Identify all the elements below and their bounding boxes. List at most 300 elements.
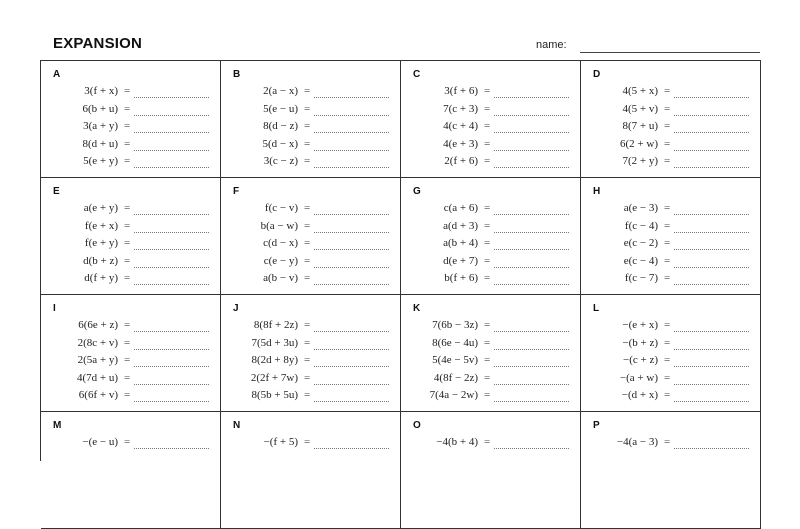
problem-row <box>401 254 580 272</box>
problem-row <box>221 254 400 272</box>
problem-row <box>401 336 580 354</box>
equals-sign: = <box>484 137 491 150</box>
equals-sign: = <box>124 137 131 150</box>
equals-sign: = <box>484 102 491 115</box>
equals-sign: = <box>304 319 311 331</box>
problem-row <box>401 318 580 336</box>
problem-row <box>221 388 400 406</box>
section-e <box>41 178 221 295</box>
expression: −(e + x) <box>622 319 658 331</box>
answer-blank[interactable] <box>674 97 749 98</box>
section-label: E <box>53 186 60 197</box>
problem-row <box>581 271 760 289</box>
expression: 5(e + y) <box>83 155 118 167</box>
section-label: I <box>53 303 56 314</box>
expression: −4(b + 4) <box>436 436 478 448</box>
equals-sign: = <box>484 237 491 249</box>
equals-sign: = <box>304 389 311 401</box>
answer-blank[interactable] <box>314 150 389 151</box>
answer-blank[interactable] <box>314 331 389 332</box>
problem-row <box>221 236 400 254</box>
exercise-grid <box>40 60 761 461</box>
problem-row <box>41 388 220 406</box>
expression: 6(2 + w) <box>620 137 658 150</box>
problem-list <box>221 318 400 406</box>
problem-row <box>41 318 220 336</box>
answer-blank[interactable] <box>674 167 749 168</box>
section-o <box>401 412 581 529</box>
equals-sign: = <box>304 254 311 267</box>
equals-sign: = <box>304 237 311 249</box>
problem-row <box>221 336 400 354</box>
equals-sign: = <box>664 436 671 448</box>
equals-sign: = <box>484 371 491 384</box>
problem-row <box>221 318 400 336</box>
equals-sign: = <box>304 202 311 214</box>
answer-blank[interactable] <box>314 97 389 98</box>
problem-row <box>221 271 400 289</box>
section-label: G <box>413 186 421 197</box>
section-label: M <box>53 420 62 431</box>
expression: 7(6b − 3z) <box>432 319 478 331</box>
equals-sign: = <box>484 120 491 132</box>
answer-blank[interactable] <box>494 232 569 233</box>
expression: 5(4e − 5v) <box>432 354 478 366</box>
problem-row <box>581 336 760 354</box>
equals-sign: = <box>664 102 671 115</box>
answer-blank[interactable] <box>674 448 749 449</box>
problem-row <box>581 84 760 102</box>
section-a <box>41 61 221 178</box>
equals-sign: = <box>484 436 491 448</box>
answer-blank[interactable] <box>134 214 209 215</box>
answer-blank[interactable] <box>494 284 569 285</box>
problem-row <box>581 137 760 155</box>
problem-row <box>41 236 220 254</box>
equals-sign: = <box>484 202 491 214</box>
problem-row <box>221 353 400 371</box>
expression: −(e − u) <box>82 436 118 448</box>
equals-sign: = <box>484 354 491 366</box>
section-b <box>221 61 401 178</box>
answer-blank[interactable] <box>134 366 209 367</box>
problem-row <box>581 102 760 120</box>
expression: 4(c + 4) <box>443 120 478 132</box>
problem-list <box>221 84 400 172</box>
expression: a(d + 3) <box>443 219 478 232</box>
problem-row <box>401 236 580 254</box>
expression: 6(b + u) <box>82 102 118 115</box>
equals-sign: = <box>664 137 671 150</box>
answer-blank[interactable] <box>494 115 569 116</box>
expression: e(c − 2) <box>623 237 658 249</box>
expression: 8(2d + 8y) <box>251 354 298 366</box>
problem-row <box>41 137 220 155</box>
equals-sign: = <box>124 120 131 132</box>
equals-sign: = <box>664 202 671 214</box>
expression: c(a + 6) <box>443 202 478 214</box>
name-field[interactable] <box>580 52 760 53</box>
expression: 5(d − x) <box>262 137 298 150</box>
expression: 4(5 + x) <box>622 85 658 97</box>
name-label: name: <box>536 39 567 51</box>
answer-blank[interactable] <box>314 232 389 233</box>
problem-row <box>401 371 580 389</box>
equals-sign: = <box>484 155 491 167</box>
answer-blank[interactable] <box>134 150 209 151</box>
equals-sign: = <box>124 354 131 366</box>
answer-blank[interactable] <box>134 349 209 350</box>
answer-blank[interactable] <box>494 97 569 98</box>
problem-row <box>221 137 400 155</box>
equals-sign: = <box>124 254 131 267</box>
equals-sign: = <box>664 120 671 132</box>
section-f <box>221 178 401 295</box>
problem-row <box>41 119 220 137</box>
answer-blank[interactable] <box>314 115 389 116</box>
equals-sign: = <box>304 436 311 448</box>
equals-sign: = <box>124 237 131 249</box>
answer-blank[interactable] <box>314 401 389 402</box>
problem-row <box>401 219 580 237</box>
equals-sign: = <box>664 371 671 384</box>
equals-sign: = <box>664 155 671 167</box>
equals-sign: = <box>124 436 131 448</box>
problem-list <box>221 201 400 289</box>
problem-list <box>41 318 220 406</box>
expression: 8(7 + u) <box>622 120 658 132</box>
answer-blank[interactable] <box>674 384 749 385</box>
equals-sign: = <box>484 219 491 232</box>
section-d <box>581 61 761 178</box>
answer-blank[interactable] <box>674 232 749 233</box>
expression: 6(6e + z) <box>78 319 118 331</box>
section-h <box>581 178 761 295</box>
answer-blank[interactable] <box>494 366 569 367</box>
problem-row <box>41 201 220 219</box>
expression: d(e + 7) <box>443 254 478 267</box>
answer-blank[interactable] <box>134 384 209 385</box>
answer-blank[interactable] <box>134 401 209 402</box>
equals-sign: = <box>664 219 671 232</box>
answer-blank[interactable] <box>314 167 389 168</box>
answer-blank[interactable] <box>674 284 749 285</box>
answer-blank[interactable] <box>674 349 749 350</box>
section-label: A <box>53 69 61 80</box>
answer-blank[interactable] <box>314 249 389 250</box>
expression: f(c − 4) <box>624 219 658 232</box>
answer-blank[interactable] <box>314 384 389 385</box>
answer-blank[interactable] <box>494 150 569 151</box>
section-label: P <box>593 420 600 431</box>
answer-blank[interactable] <box>674 401 749 402</box>
expression: 3(f + 6) <box>444 85 478 97</box>
equals-sign: = <box>304 336 311 349</box>
answer-blank[interactable] <box>494 214 569 215</box>
section-c <box>401 61 581 178</box>
problem-row <box>41 271 220 289</box>
expression: −(f + 5) <box>263 436 298 448</box>
equals-sign: = <box>124 371 131 384</box>
answer-blank[interactable] <box>674 249 749 250</box>
equals-sign: = <box>484 389 491 401</box>
section-label: J <box>233 303 239 314</box>
section-m <box>41 412 221 529</box>
answer-blank[interactable] <box>494 249 569 250</box>
problem-row <box>401 102 580 120</box>
answer-blank[interactable] <box>674 214 749 215</box>
problem-list <box>401 84 580 172</box>
expression: 7(5d + 3u) <box>251 336 298 349</box>
expression: 3(a + y) <box>83 120 118 132</box>
expression: 2(8c + v) <box>77 336 118 349</box>
answer-blank[interactable] <box>134 249 209 250</box>
answer-blank[interactable] <box>494 401 569 402</box>
problem-row <box>581 318 760 336</box>
equals-sign: = <box>304 272 311 284</box>
problem-list <box>401 201 580 289</box>
problem-list <box>581 318 760 406</box>
section-label: F <box>233 186 240 197</box>
equals-sign: = <box>484 272 491 284</box>
expression: 6(6f + v) <box>78 389 118 401</box>
answer-blank[interactable] <box>134 448 209 449</box>
problem-row <box>221 84 400 102</box>
expression: a(b − v) <box>263 272 298 284</box>
section-label: O <box>413 420 421 431</box>
problem-list <box>581 84 760 172</box>
equals-sign: = <box>124 202 131 214</box>
answer-blank[interactable] <box>134 284 209 285</box>
expression: f(e + y) <box>84 237 118 249</box>
problem-row <box>401 154 580 172</box>
problem-row <box>581 219 760 237</box>
expression: 5(e − u) <box>263 102 298 115</box>
answer-blank[interactable] <box>134 267 209 268</box>
problem-row <box>581 371 760 389</box>
equals-sign: = <box>304 371 311 384</box>
problem-row <box>581 388 760 406</box>
expression: a(e − 3) <box>623 202 658 214</box>
section-label: H <box>593 186 601 197</box>
problem-row <box>401 388 580 406</box>
section-l <box>581 295 761 412</box>
equals-sign: = <box>124 319 131 331</box>
problem-row <box>221 102 400 120</box>
section-p <box>581 412 761 529</box>
section-label: L <box>593 303 600 314</box>
problem-list <box>41 201 220 289</box>
expression: −(d + x) <box>621 389 658 401</box>
equals-sign: = <box>124 102 131 115</box>
problem-row <box>41 154 220 172</box>
answer-blank[interactable] <box>494 167 569 168</box>
expression: −(a + w) <box>619 371 658 384</box>
answer-blank[interactable] <box>314 214 389 215</box>
answer-blank[interactable] <box>134 115 209 116</box>
expression: e(c − 4) <box>623 254 658 267</box>
expression: b(a − w) <box>260 219 298 232</box>
equals-sign: = <box>664 85 671 97</box>
equals-sign: = <box>664 237 671 249</box>
expression: −(c + z) <box>623 354 658 366</box>
answer-blank[interactable] <box>494 132 569 133</box>
problem-row <box>401 271 580 289</box>
answer-blank[interactable] <box>134 97 209 98</box>
problem-row <box>41 371 220 389</box>
answer-blank[interactable] <box>314 132 389 133</box>
problem-row <box>581 254 760 272</box>
equals-sign: = <box>124 389 131 401</box>
answer-blank[interactable] <box>494 448 569 449</box>
expression: 4(7d + u) <box>76 371 118 384</box>
equals-sign: = <box>304 85 311 97</box>
answer-blank[interactable] <box>314 267 389 268</box>
answer-blank[interactable] <box>134 331 209 332</box>
problem-list <box>41 84 220 172</box>
section-n <box>221 412 401 529</box>
answer-blank[interactable] <box>674 115 749 116</box>
problem-row <box>581 119 760 137</box>
expression: 8(8f + 2z) <box>253 319 298 331</box>
answer-blank[interactable] <box>134 167 209 168</box>
answer-blank[interactable] <box>674 331 749 332</box>
answer-blank[interactable] <box>494 384 569 385</box>
equals-sign: = <box>664 254 671 267</box>
section-label: C <box>413 69 421 80</box>
problem-row <box>41 353 220 371</box>
expression: 3(c − z) <box>263 155 298 167</box>
equals-sign: = <box>124 85 131 97</box>
problem-row <box>401 201 580 219</box>
expression: f(c − v) <box>264 202 298 214</box>
section-j <box>221 295 401 412</box>
answer-blank[interactable] <box>134 132 209 133</box>
answer-blank[interactable] <box>674 366 749 367</box>
expression: a(e + y) <box>83 202 118 214</box>
problem-list <box>581 201 760 289</box>
section-label: K <box>413 303 421 314</box>
equals-sign: = <box>304 354 311 366</box>
problem-row <box>221 371 400 389</box>
equals-sign: = <box>124 272 131 284</box>
answer-blank[interactable] <box>494 349 569 350</box>
answer-blank[interactable] <box>674 267 749 268</box>
problem-row <box>581 236 760 254</box>
expression: 3(f + x) <box>84 85 118 97</box>
problem-row <box>41 254 220 272</box>
expression: 8(6e − 4u) <box>432 336 478 349</box>
section-k <box>401 295 581 412</box>
expression: b(f + 6) <box>444 272 478 284</box>
answer-blank[interactable] <box>494 331 569 332</box>
equals-sign: = <box>304 219 311 232</box>
problem-row <box>41 102 220 120</box>
answer-blank[interactable] <box>314 366 389 367</box>
equals-sign: = <box>664 336 671 349</box>
equals-sign: = <box>664 272 671 284</box>
problem-row <box>581 154 760 172</box>
problem-row <box>401 119 580 137</box>
expression: 2(2f + 7w) <box>250 371 298 384</box>
expression: 7(2 + y) <box>622 155 658 167</box>
expression: 8(d − z) <box>263 120 298 132</box>
equals-sign: = <box>304 155 311 167</box>
problem-row <box>41 336 220 354</box>
problem-row <box>41 219 220 237</box>
section-label: N <box>233 420 241 431</box>
equals-sign: = <box>664 319 671 331</box>
expression: f(e + x) <box>84 219 118 232</box>
problem-row <box>401 137 580 155</box>
expression: a(b + 4) <box>443 237 478 249</box>
expression: 4(5 + v) <box>622 102 658 115</box>
expression: 7(4a − 2w) <box>429 389 478 401</box>
expression: 8(d + u) <box>82 137 118 150</box>
expression: 7(c + 3) <box>443 102 478 115</box>
problem-row <box>41 84 220 102</box>
expression: c(d − x) <box>263 237 298 249</box>
equals-sign: = <box>124 336 131 349</box>
expression: 8(5b + 5u) <box>251 389 298 401</box>
expression: 2(a − x) <box>263 85 298 97</box>
answer-blank[interactable] <box>314 284 389 285</box>
expression: 4(e + 3) <box>443 137 478 150</box>
equals-sign: = <box>484 336 491 349</box>
expression: 2(5a + y) <box>77 354 118 366</box>
problem-row <box>401 84 580 102</box>
problem-row <box>581 353 760 371</box>
section-label: D <box>593 69 601 80</box>
answer-blank[interactable] <box>314 349 389 350</box>
expression: f(c − 7) <box>624 272 658 284</box>
equals-sign: = <box>304 102 311 115</box>
answer-blank[interactable] <box>314 448 389 449</box>
problem-list <box>401 318 580 406</box>
answer-blank[interactable] <box>494 267 569 268</box>
equals-sign: = <box>664 389 671 401</box>
answer-blank[interactable] <box>134 232 209 233</box>
expression: 2(f + 6) <box>444 155 478 167</box>
expression: d(b + z) <box>83 254 118 267</box>
equals-sign: = <box>484 319 491 331</box>
equals-sign: = <box>124 155 131 167</box>
problem-row <box>221 201 400 219</box>
equals-sign: = <box>124 219 131 232</box>
section-g <box>401 178 581 295</box>
page-title: EXPANSION <box>53 35 143 52</box>
answer-blank[interactable] <box>674 132 749 133</box>
equals-sign: = <box>484 254 491 267</box>
section-i <box>41 295 221 412</box>
section-label: B <box>233 69 241 80</box>
equals-sign: = <box>484 85 491 97</box>
equals-sign: = <box>664 354 671 366</box>
problem-row <box>221 154 400 172</box>
expression: −(b + z) <box>622 336 658 349</box>
problem-row <box>401 353 580 371</box>
answer-blank[interactable] <box>674 150 749 151</box>
problem-row <box>581 201 760 219</box>
expression: c(e − y) <box>263 254 298 267</box>
expression: 4(8f − 2z) <box>433 371 478 384</box>
expression: d(f + y) <box>84 272 118 284</box>
expression: −4(a − 3) <box>616 436 658 448</box>
equals-sign: = <box>304 137 311 150</box>
problem-row <box>221 219 400 237</box>
equals-sign: = <box>304 120 311 132</box>
problem-row <box>221 119 400 137</box>
